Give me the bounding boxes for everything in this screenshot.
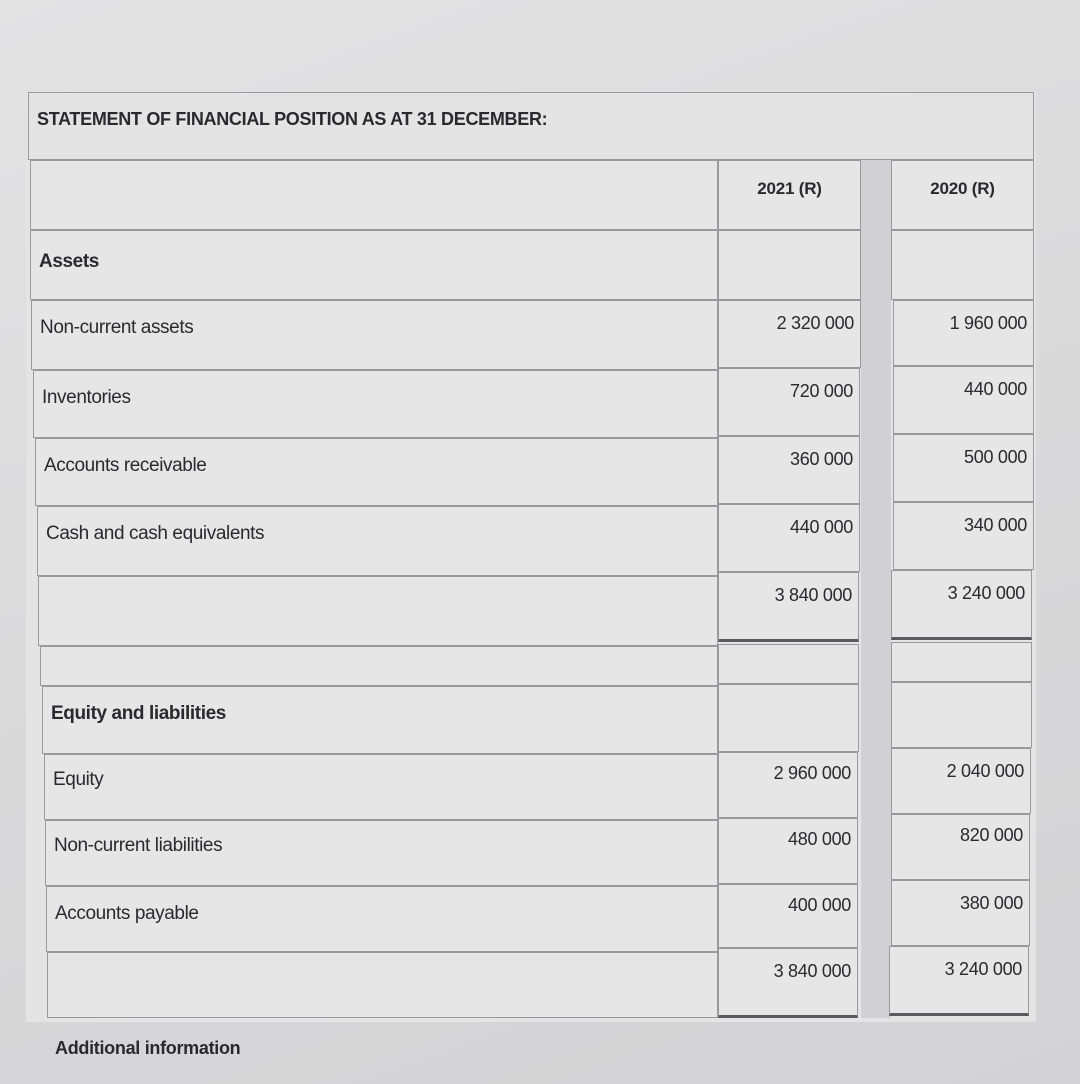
value-cell-2021: 480 000	[718, 818, 858, 884]
value-cell-2021	[718, 230, 861, 300]
column-header-2021: 2021 (R)	[757, 179, 822, 198]
table-row	[40, 646, 718, 686]
value-cell-2020: 500 000	[893, 434, 1034, 502]
value-cell-2020: 820 000	[891, 814, 1030, 880]
value-cell-2021	[718, 684, 859, 752]
table-row	[30, 230, 718, 300]
value-cell-2021: 400 000	[718, 884, 858, 948]
value-cell-2020	[891, 642, 1032, 682]
table-row	[33, 370, 718, 438]
value-cell-2020: 2 040 000	[891, 748, 1031, 814]
additional-information-heading: Additional information	[55, 1038, 241, 1058]
table-title-cell	[28, 92, 1034, 160]
value-cell-2021: 2 960 000	[718, 752, 858, 818]
row-label: Cash and cash equivalents	[46, 523, 265, 544]
total-cell-2020: 3 240 000	[889, 946, 1029, 1016]
table-row	[37, 506, 718, 576]
row-label: Inventories	[42, 387, 131, 408]
header-2020-cell	[891, 160, 1034, 230]
column-header-2020: 2020 (R)	[930, 179, 995, 198]
header-2021-cell	[718, 160, 861, 230]
table-row	[42, 686, 718, 754]
value-cell-2020: 440 000	[893, 366, 1034, 434]
table-row	[44, 754, 718, 820]
table-row	[35, 438, 718, 506]
row-label: Accounts receivable	[44, 455, 207, 476]
header-label-cell	[30, 160, 718, 230]
row-label: Equity	[53, 769, 104, 790]
total-cell-2021: 3 840 000	[718, 572, 859, 642]
value-cell-2020: 340 000	[893, 502, 1034, 570]
table-row	[31, 300, 718, 370]
value-cell-2020: 1 960 000	[893, 300, 1034, 366]
value-cell-2021: 2 320 000	[718, 300, 861, 368]
table-row	[47, 952, 718, 1018]
section-heading-equity-liabilities: Equity and liabilities	[51, 703, 226, 724]
value-cell-2020	[891, 230, 1034, 300]
value-cell-2021	[718, 644, 859, 684]
value-cell-2021: 720 000	[718, 368, 860, 436]
section-heading-assets: Assets	[39, 251, 99, 272]
value-cell-2020: 380 000	[891, 880, 1030, 946]
value-cell-2021: 360 000	[718, 436, 860, 504]
table-row	[38, 576, 718, 646]
row-label: Non-current assets	[40, 317, 194, 338]
value-cell-2020	[891, 682, 1032, 748]
table-row	[46, 886, 718, 952]
statement-title: STATEMENT OF FINANCIAL POSITION AS AT 31 DECEMBER:	[37, 109, 548, 129]
column-gap	[861, 160, 891, 1018]
value-cell-2021: 440 000	[718, 504, 860, 572]
table-row	[45, 820, 718, 886]
total-cell-2020: 3 240 000	[891, 570, 1032, 640]
row-label: Accounts payable	[55, 903, 199, 924]
row-label: Non-current liabilities	[54, 835, 223, 856]
total-cell-2021: 3 840 000	[718, 948, 858, 1018]
